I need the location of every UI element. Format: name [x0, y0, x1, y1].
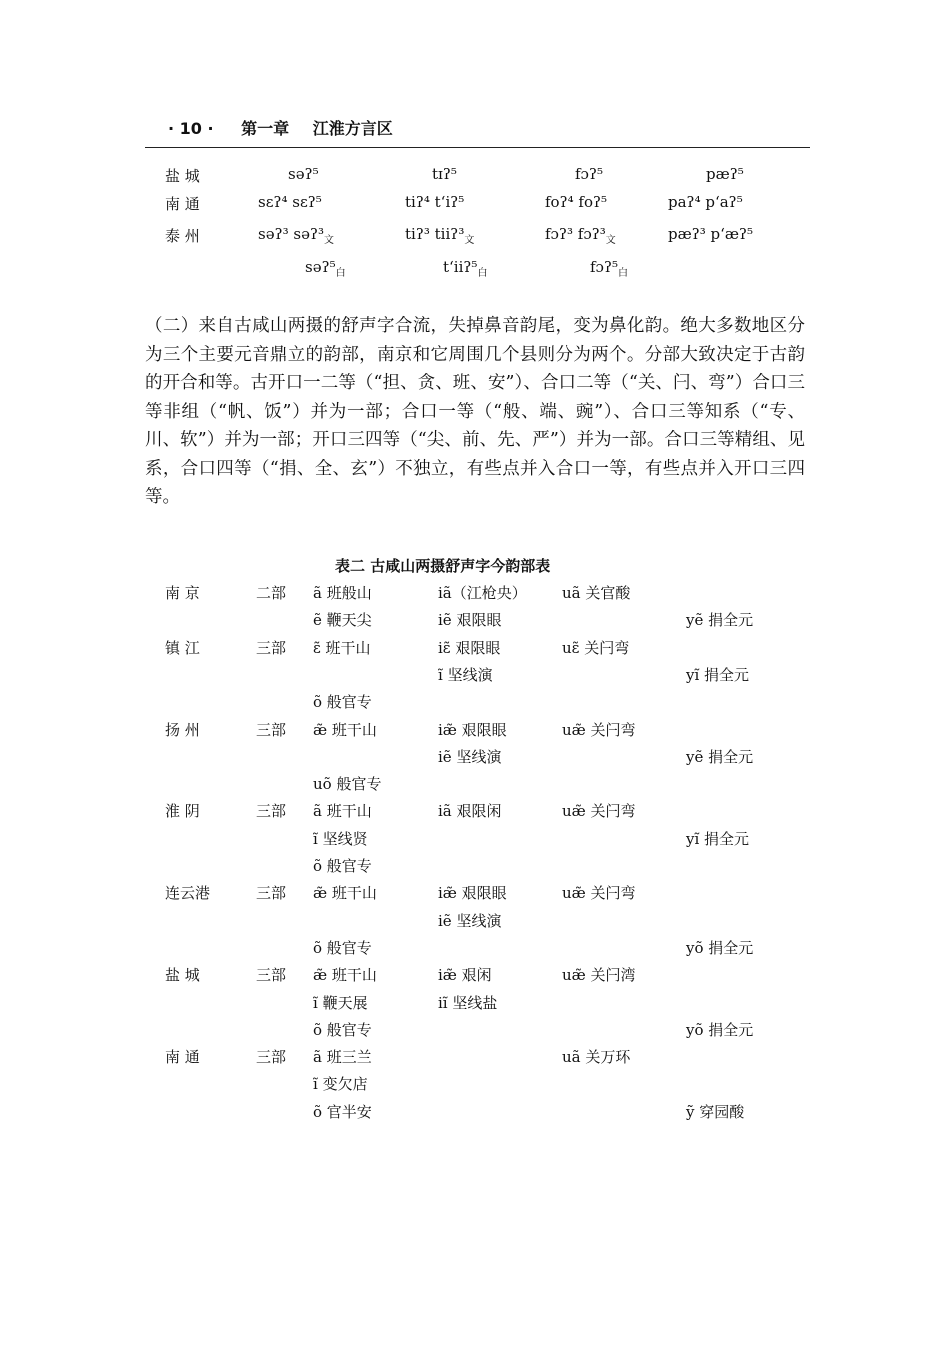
table2-cell: ã 班般山	[313, 584, 372, 602]
table2-cell: æ̃ 班干山	[313, 884, 377, 902]
table2-cell: õ 般官专	[313, 939, 372, 957]
table2-cell: iæ̃ 艰限眼	[438, 721, 507, 739]
table1-cell: fɔʔ³ $fɔʔ^3_文$	[545, 225, 616, 246]
table1-cell: $tʻiiʔ^5_白$	[443, 258, 488, 279]
table2-cell: ỹ 穿园酸	[686, 1103, 745, 1121]
table2-place: 盐 城	[165, 966, 200, 984]
table2-cell: æ̃ 班干山	[313, 721, 377, 739]
table2-cell: ĩ 鞭天展	[313, 994, 368, 1012]
table2-place: 连云港	[165, 884, 211, 902]
table2-cell: uæ̃ 关闩湾	[562, 966, 636, 984]
table2-place: 扬 州	[165, 721, 200, 739]
table2-place: 南 通	[165, 1048, 200, 1066]
table2-cell: yĩ 捐全元	[686, 830, 750, 848]
table2-cell: yẽ 捐全元	[686, 611, 754, 629]
table1-cell: səʔ⁵	[288, 165, 319, 183]
table-2-title: 表二 古咸山两摄舒声字今韵部表	[335, 557, 551, 575]
table2-parts: 三部	[256, 802, 287, 820]
table2-cell: iɛ̃ 艰限眼	[438, 639, 501, 657]
table2-place: 镇 江	[165, 639, 200, 657]
table2-cell: õ 般官专	[313, 693, 372, 711]
table1-cell: paʔ⁴ pʻaʔ⁵	[668, 193, 743, 211]
table2-cell: æ̃ 班干山	[313, 966, 377, 984]
table2-cell: õ 般官专	[313, 1021, 372, 1039]
table2-cell: õ 般官专	[313, 857, 372, 875]
table2-cell: iã 艰限闲	[438, 802, 502, 820]
table2-cell: iĩ 坚线盐	[438, 994, 498, 1012]
table2-cell: uɛ̃ 关闩弯	[562, 639, 630, 657]
table2-cell: uæ̃ 关闩弯	[562, 721, 636, 739]
table2-cell: yĩ 捐全元	[686, 666, 750, 684]
chapter-label: 第一章	[241, 119, 290, 138]
table2-cell: ã 班三兰	[313, 1048, 372, 1066]
table2-cell: uã 关官酸	[562, 584, 631, 602]
table1-place: 泰 州	[165, 227, 200, 245]
table2-cell: iẽ 艰限眼	[438, 611, 502, 629]
table1-place: 南 通	[165, 195, 200, 213]
table2-parts: 三部	[256, 721, 287, 739]
table2-parts: 二部	[256, 584, 287, 602]
table2-parts: 三部	[256, 1048, 287, 1066]
table2-cell: uã 关万环	[562, 1048, 631, 1066]
table1-cell: səʔ³ $səʔ^3_文$	[258, 225, 335, 246]
table2-cell: yõ 捐全元	[686, 939, 754, 957]
table2-cell: iã（江枪央）	[438, 584, 527, 602]
table1-cell: tiʔ³ $tiiʔ^3_文$	[405, 225, 475, 246]
table2-cell: yõ 捐全元	[686, 1021, 754, 1039]
table1-cell: $səʔ^5_白$	[305, 258, 346, 279]
running-header	[168, 116, 393, 139]
table2-place: 南 京	[165, 584, 200, 602]
table2-cell: ã 班干山	[313, 802, 372, 820]
table1-cell: tiʔ⁴ tʻiʔ⁵	[405, 193, 465, 211]
table2-cell: ĩ 坚线演	[438, 666, 493, 684]
table2-parts: 三部	[256, 966, 287, 984]
table2-cell: õ 官半安	[313, 1103, 372, 1121]
table2-cell: iæ̃ 艰限眼	[438, 884, 507, 902]
paragraph	[145, 312, 805, 512]
table1-cell: foʔ⁴ foʔ⁵	[545, 193, 608, 211]
table2-cell: iẽ 坚线演	[438, 912, 502, 930]
table1-cell: tɪʔ⁵	[432, 165, 457, 183]
chapter-title: 江淮方言区	[312, 119, 393, 138]
table1-cell: fɔʔ⁵	[575, 165, 604, 183]
table2-cell: uõ 般官专	[313, 775, 382, 793]
table2-cell: uæ̃ 关闩弯	[562, 884, 636, 902]
table1-cell: sɛʔ⁴ sɛʔ⁵	[258, 193, 322, 211]
table2-cell: uæ̃ 关闩弯	[562, 802, 636, 820]
table2-parts: 三部	[256, 639, 287, 657]
table2-cell: ĩ 坚线贤	[313, 830, 368, 848]
table1-cell: $fɔʔ^5_白$	[590, 258, 629, 279]
table2-cell: iẽ 坚线演	[438, 748, 502, 766]
table2-cell: ẽ 鞭天尖	[313, 611, 372, 629]
table2-parts: 三部	[256, 884, 287, 902]
table2-cell: iæ̃ 艰闲	[438, 966, 492, 984]
table2-cell: ĩ 变欠店	[313, 1075, 368, 1093]
table1-place: 盐 城	[165, 167, 200, 185]
page-number: · 10 ·	[168, 119, 214, 138]
table2-cell: ɛ̃ 班干山	[313, 639, 371, 657]
header-rule	[145, 147, 810, 148]
paragraph-text: （二）来自古咸山两摄的舒声字合流，失掉鼻音韵尾，变为鼻化韵。绝大多数地区分为三个主要元音鼎立的韵部，南京和它周围几个县则分为两个。分部大致决定于古韵的开合和等。古开口一二等（“担、贪、班、安”）、合口二等（“关、闩、弯”）合口三等非组（“帆、饭”）并为一部；合口一等（“般、端、豌”）、合口三等知系（“专、川、软”）并为一部；开口三四等（“尖、前、先、严”）并为一部。合口三等精组、见系，合口四等（“捐、全、玄”）不独立，有些点并入合口一等，有些点并入开口三四等。	[145, 316, 805, 507]
table1-cell: pæʔ³ pʻæʔ⁵	[668, 225, 754, 243]
table1-cell: pæʔ⁵	[706, 165, 744, 183]
table2-cell: yẽ 捐全元	[686, 748, 754, 766]
table2-place: 淮 阴	[165, 802, 200, 820]
